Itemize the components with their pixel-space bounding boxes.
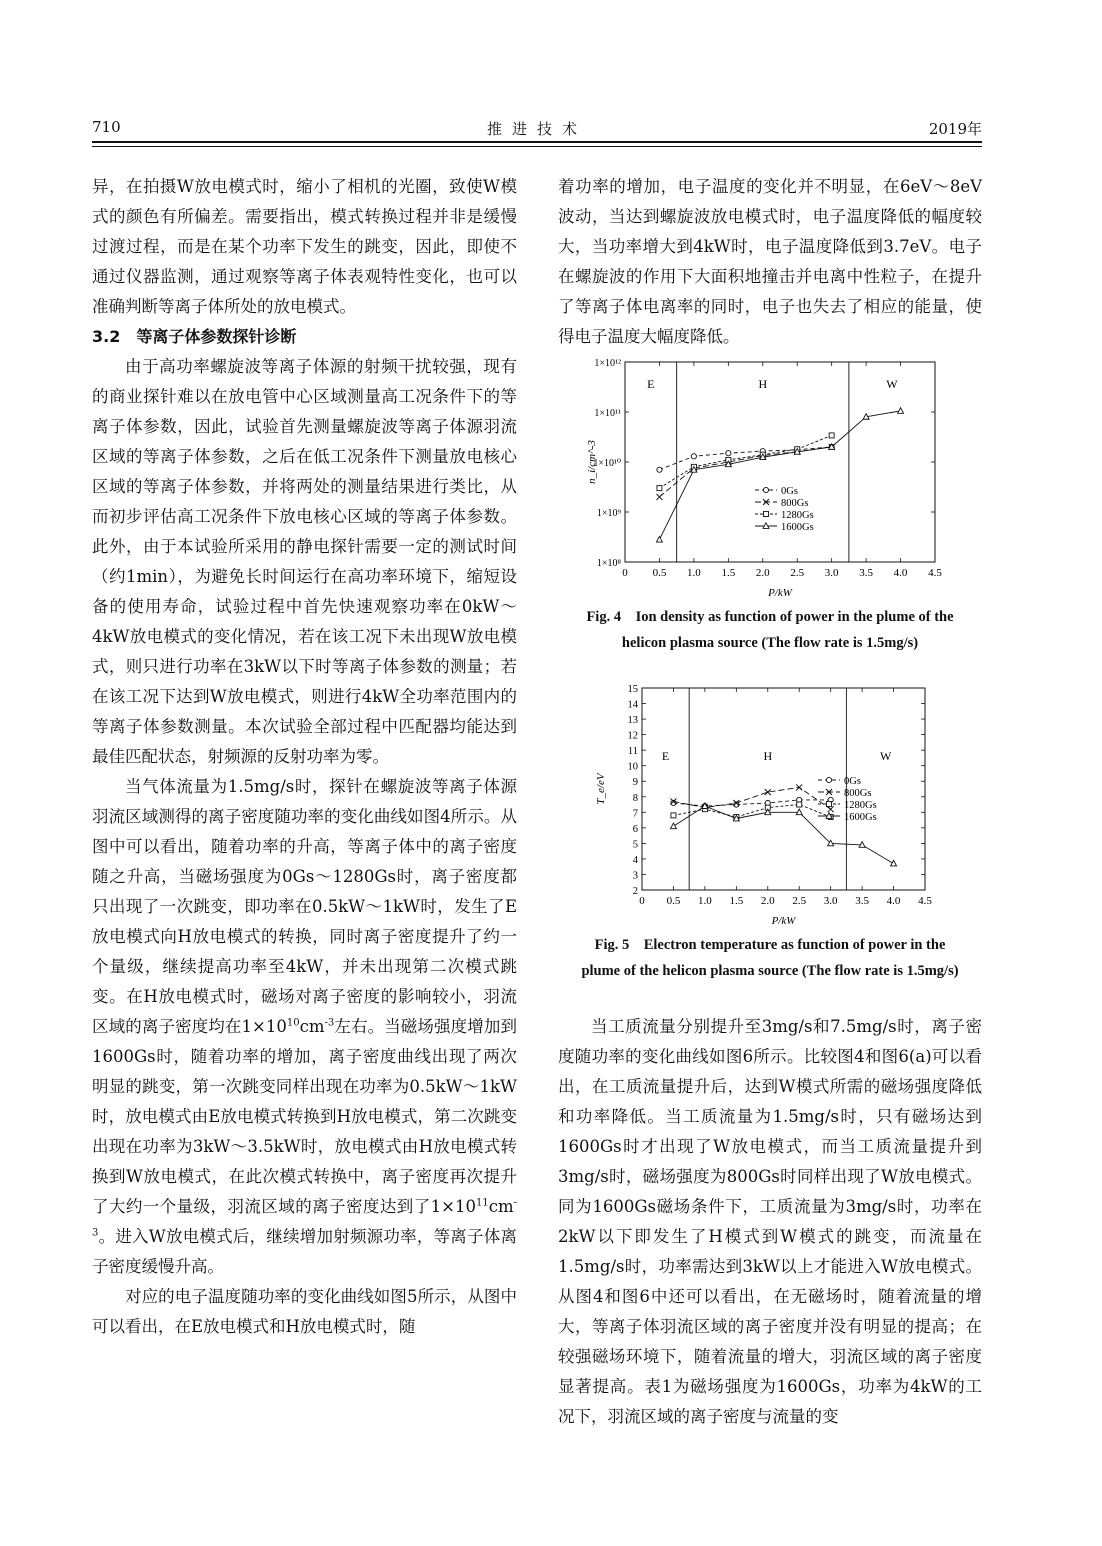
y-tick-label: 13 (627, 715, 638, 727)
right-column-top (558, 172, 982, 352)
x-tick-label: 2.0 (760, 895, 775, 907)
legend-label: 1600Gs (844, 812, 877, 823)
data-point (657, 467, 662, 472)
data-point (826, 777, 831, 782)
y-tick-label: 6 (632, 823, 638, 835)
superscript: 11 (475, 1197, 489, 1209)
page-header (92, 112, 982, 142)
x-tick-label: 1.0 (698, 895, 712, 907)
chart-svg (585, 352, 955, 598)
plot-frame (625, 362, 935, 562)
data-point (656, 494, 662, 500)
y-axis-label: T_e/eV (595, 773, 607, 805)
legend-label: 1280Gs (781, 510, 814, 521)
legend-label: 800Gs (844, 788, 872, 799)
data-point (671, 813, 676, 818)
right-column-bottom (558, 1012, 982, 1432)
paragraph: 着功率的增加，电子温度的变化并不明显，在6eV～8eV波动，当达到螺旋波放电模式时，电子温度降低的幅度较大，当功率增大到4kW时，电子温度降低到3.7eV。电子在螺旋波的作用下大面积地撞击并电离中性粒子，在提升了等离子体电离率的同时，电子也失去了相应的能量，使得电子温度大幅度降低。 (558, 177, 982, 346)
x-tick-label: 4.5 (918, 895, 932, 907)
text-run: 。进入W放电模式后，继续增加射频源功率，等离子体离子密度缓慢升高。 (92, 1227, 517, 1276)
caption-line: Fig. 4 Ion density as function of power in the plume of the (586, 609, 954, 625)
y-tick-label: 9 (632, 777, 638, 789)
legend-label: 1280Gs (844, 800, 877, 811)
x-tick-label: 2.5 (792, 895, 807, 907)
data-point (827, 802, 832, 807)
superscript: 10 (286, 1017, 300, 1029)
figure-5-caption (550, 932, 990, 984)
y-tick-label: 11 (627, 746, 638, 758)
chart-svg (590, 680, 935, 926)
data-point (691, 454, 696, 459)
data-point (828, 806, 834, 812)
data-point (726, 451, 731, 456)
header-rule-thick (92, 141, 982, 143)
series-line (673, 787, 830, 809)
figure-5-electron-temperature-chart (590, 680, 935, 926)
data-point (657, 486, 662, 491)
figure-4-caption (550, 604, 990, 656)
y-tick-label: 1×10¹² (594, 358, 621, 369)
text-run: cm (488, 1197, 514, 1216)
page-number: 710 (92, 118, 121, 136)
legend-label: 1600Gs (781, 522, 814, 533)
y-tick-label: 1×10⁹ (596, 508, 621, 519)
region-label: W (886, 377, 898, 391)
x-tick-label: 4.0 (886, 895, 901, 907)
caption-line: plume of the helicon plasma source (The flow rate is 1.5mg/s) (581, 963, 959, 979)
paragraph: 异，在拍摄W放电模式时，缩小了相机的光圈，致使W模式的颜色有所偏差。需要指出，模式转换过程并非是缓慢过渡过程，而是在某个功率下发生的跳变，因此，即使不通过仪器监测，通过观察等离子体表观特性变化，也可以准确判断等离子体所处的放电模式。 (92, 177, 517, 316)
figure-4-ion-density-chart (585, 352, 955, 598)
journal-name: 推进技术 (486, 120, 587, 138)
plot-frame (642, 688, 925, 890)
data-point (670, 823, 676, 829)
y-tick-label: 8 (632, 792, 638, 804)
superscript: -3 (324, 1017, 335, 1029)
x-tick-label: 4.0 (893, 567, 908, 579)
y-tick-label: 12 (627, 730, 638, 742)
left-column (92, 172, 517, 1342)
x-axis-label: P/kW (771, 915, 796, 926)
x-tick-label: 3.5 (859, 567, 873, 579)
superscript: -3 (92, 1197, 517, 1239)
x-axis-label: P/kW (768, 587, 792, 598)
x-tick-label: 2.0 (755, 567, 770, 579)
text-run: 左右。当磁场强度增加到1600Gs时，随着功率的增加，离子密度曲线出现了两次明显的跳变，第一次跳变同样出现在功率为0.5kW～1kW时，放电模式由E放电模式转换到H放电模式，第二次跳变出现在功率为3kW～3.5kW时，放电模式由H放电模式转换到W放电模式，在此次模式转换中，离子密度再次提升了大约一个量级，羽流区域的离子密度达到了1×10 (92, 1017, 517, 1216)
x-tick-label: 1.5 (729, 895, 744, 907)
x-tick-label: 3.0 (824, 567, 839, 579)
legend-label: 0Gs (844, 776, 861, 787)
y-tick-label: 14 (627, 699, 638, 711)
y-tick-label: 10 (627, 761, 638, 773)
data-point (797, 802, 802, 807)
data-point (829, 433, 834, 438)
series-line (659, 411, 900, 540)
data-point (656, 536, 662, 542)
text-run: cm (299, 1017, 325, 1036)
y-tick-label: 1×10¹¹ (594, 408, 621, 419)
x-tick-label: 0.5 (652, 567, 667, 579)
y-tick-label: 3 (632, 870, 638, 882)
legend-label: 0Gs (781, 486, 798, 497)
section-heading: 3.2 等离子体参数探针诊断 (92, 327, 297, 346)
data-point (764, 512, 769, 517)
x-tick-label: 2.5 (790, 567, 805, 579)
y-tick-label: 15 (627, 684, 638, 695)
x-tick-label: 0 (639, 895, 645, 907)
region-label: E (661, 749, 670, 763)
x-tick-label: 1.0 (687, 567, 701, 579)
header-rule-thin (92, 146, 982, 147)
paragraph: 对应的电子温度随功率的变化曲线如图5所示，从图中可以看出，在E放电模式和H放电模式时，随 (92, 1287, 517, 1336)
x-tick-label: 1.5 (721, 567, 736, 579)
y-axis-label: n_i/cm^-3 (586, 440, 598, 484)
region-label: H (763, 749, 773, 763)
paragraph: 由于高功率螺旋波等离子体源的射频干扰较强，现有的商业探针难以在放电管中心区域测量高工况条件下的等离子体参数，因此，试验首先测量螺旋波等离子体源羽流区域的等离子体参数，之后在低工况条件下测量放电核心区域的等离子体参数，并将两处的测量结果进行类比，从而初步评估高工况条件下放电核心区域的等离子体参数。此外，由于本试验所采用的静电探针需要一定的测试时间（约1min），为避免长时间运行在高功率环境下，缩短设备的使用寿命，试验过程中首先快速观察功率在0kW～4kW放电模式的变化情况，若在该工况下未出现W放电模式，则只进行功率在3kW以下时等离子体参数的测量；若在该工况下达到W放电模式，则进行4kW全功率范围内的等离子体参数测量。本次试验全部过程中匹配器均能达到最佳匹配状态，射频源的反射功率为零。 (92, 357, 517, 766)
series-line (673, 800, 830, 806)
x-tick-label: 0.5 (666, 895, 681, 907)
data-point (763, 487, 768, 492)
paragraph (92, 772, 517, 1282)
region-label: H (758, 377, 768, 391)
data-point (891, 860, 897, 866)
y-tick-label: 1×10¹⁰ (593, 458, 621, 469)
x-tick-label: 3.5 (855, 895, 869, 907)
paragraph: 当工质流量分别提升至3mg/s和7.5mg/s时，离子密度随功率的变化曲线如图6所示。比较图4和图6(a)可以看出，在工质流量提升后，达到W模式所需的磁场强度降低和功率降低。当工质流量为1.5mg/s时，只有磁场达到1600Gs时才出现了W放电模式，而当工质流量提升到3mg/s时，磁场强度为800Gs时同样出现了W放电模式。同为1600Gs磁场条件下，工质流量为3mg/s时，功率在2kW以下即发生了H模式到W模式的跳变，而流量在1.5mg/s时，功率需达到3kW以上才能进入W放电模式。从图4和图6中还可以看出，在无磁场时，随着流量的增大，等离子体羽流区域的离子密度并没有明显的提高；在较强磁场环境下，随着流量的增大，羽流区域的离子密度显著提高。表1为磁场强度为1600Gs，功率为4kW的工况下，羽流区域的离子密度与流量的变 (558, 1017, 982, 1426)
x-tick-label: 0 (622, 567, 628, 579)
caption-line: helicon plasma source (The flow rate is 1.5mg/s) (621, 635, 919, 651)
y-tick-label: 4 (632, 854, 638, 866)
region-label: E (647, 377, 655, 391)
x-tick-label: 4.5 (928, 567, 942, 579)
publication-year: 2019年 (928, 120, 982, 138)
caption-line: Fig. 5 Electron temperature as function of power in the (594, 937, 946, 953)
data-point (898, 408, 904, 414)
y-tick-label: 2 (632, 886, 638, 897)
x-tick-label: 3.0 (823, 895, 838, 907)
series-line (659, 435, 831, 488)
legend-label: 800Gs (781, 498, 809, 509)
y-tick-label: 5 (632, 839, 638, 851)
y-tick-label: 7 (632, 808, 638, 820)
text-run: 当气体流量为1.5mg/s时，探针在螺旋波等离子体源羽流区域测得的离子密度随功率的变化曲线如图4所示。从图中可以看出，随着功率的升高，等离子体中的离子密度随之升高，当磁场强度为0Gs～1280Gs时，离子密度都只出现了一次跳变，即功率在0.5kW～1kW时，发生了E放电模式向H放电模式的转换，同时离子密度提升了约一个量级，继续提高功率至4kW，并未出现第二次模式跳变。在H放电模式时，磁场对离子密度的影响较小，羽流区域的离子密度均在1×10 (92, 777, 517, 1036)
y-tick-label: 1×10⁸ (596, 558, 621, 569)
region-label: W (880, 749, 892, 763)
